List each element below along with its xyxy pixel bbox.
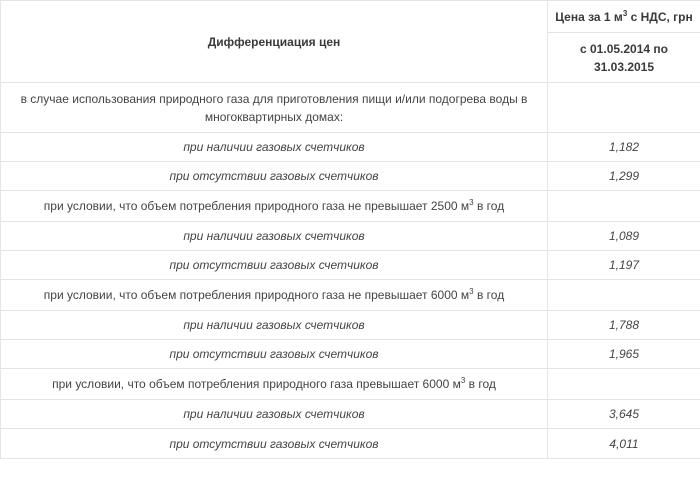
row-value: 1,197 — [548, 251, 700, 280]
row-label: при наличии газовых счетчиков — [1, 311, 548, 340]
condition-superscript: 3 — [460, 376, 466, 385]
condition-row — [1, 280, 700, 311]
table-row — [1, 311, 700, 340]
table-row — [1, 340, 700, 369]
condition-label — [1, 369, 548, 400]
condition-value-empty — [548, 280, 700, 311]
condition-suffix: в год — [465, 377, 496, 391]
row-label: при отсутствии газовых счетчиков — [1, 429, 548, 459]
condition-value-empty — [548, 191, 700, 222]
condition-label — [1, 280, 548, 311]
row-label: при наличии газовых счетчиков — [1, 133, 548, 162]
condition-suffix: в год — [473, 199, 505, 213]
condition-label — [1, 191, 548, 222]
header-row — [1, 1, 700, 33]
row-value: 1,788 — [548, 311, 700, 340]
row-label: при наличии газовых счетчиков — [1, 222, 548, 251]
condition-prefix: при условии, что объем потребления природного газа не превышает 2500 м — [43, 199, 470, 213]
category-label: в случае использования природного газа для приготовления пищи и/или подогрева воды в многоквартирных домах: — [1, 83, 548, 133]
row-value: 1,089 — [548, 222, 700, 251]
condition-superscript: 3 — [469, 198, 474, 207]
row-label: при наличии газовых счетчиков — [1, 400, 548, 429]
price-header-prefix: Цена за 1 м — [555, 9, 623, 24]
row-label: при отсутствии газовых счетчиков — [1, 340, 548, 369]
row-label: при отсутствии газовых счетчиков — [1, 162, 548, 191]
table-row — [1, 162, 700, 191]
row-label: при отсутствии газовых счетчиков — [1, 251, 548, 280]
table-row — [1, 400, 700, 429]
price-header-suffix: с НДС, грн — [627, 9, 693, 24]
category-value-empty — [548, 83, 700, 133]
column-header-price — [548, 1, 700, 33]
table-row — [1, 133, 700, 162]
row-value: 1,299 — [548, 162, 700, 191]
column-header-differentiation: Дифференциация цен — [1, 1, 548, 83]
category-row — [1, 83, 700, 133]
row-value: 4,011 — [548, 429, 700, 459]
condition-prefix: при условии, что объем потребления природного газа не превышает 6000 м — [43, 288, 470, 302]
condition-suffix: в год — [473, 288, 505, 302]
price-header-superscript: 3 — [622, 8, 628, 18]
row-value: 1,182 — [548, 133, 700, 162]
table-row — [1, 251, 700, 280]
column-header-period: с 01.05.2014 по 31.03.2015 — [548, 33, 700, 83]
condition-prefix: при условии, что объем потребления природного газа превышает 6000 м — [52, 377, 461, 391]
condition-row — [1, 369, 700, 400]
table-row — [1, 222, 700, 251]
row-value: 3,645 — [548, 400, 700, 429]
table-row — [1, 429, 700, 459]
row-value: 1,965 — [548, 340, 700, 369]
condition-value-empty — [548, 369, 700, 400]
condition-row — [1, 191, 700, 222]
condition-superscript: 3 — [469, 287, 474, 296]
